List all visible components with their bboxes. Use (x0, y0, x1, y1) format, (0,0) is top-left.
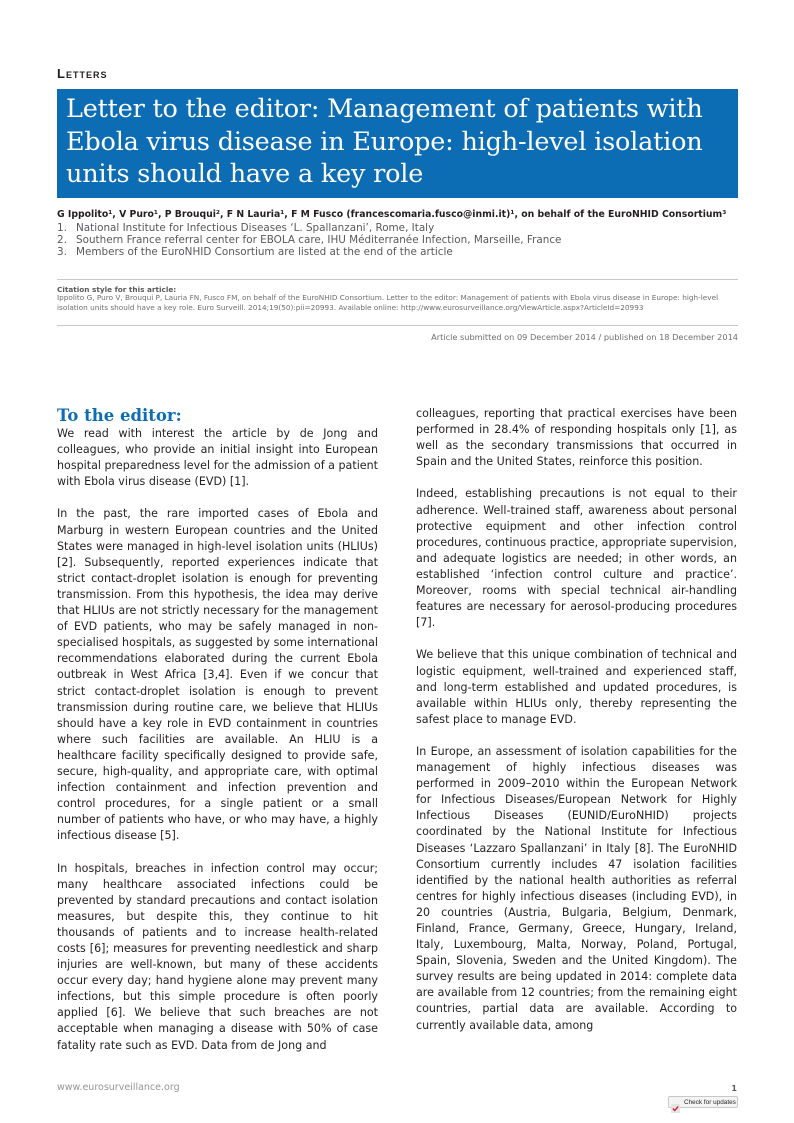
affiliation-text: National Institute for Infectious Diseases ‘L. Spallanzani’, Rome, Italy (76, 222, 435, 234)
page-number: 1 (731, 1084, 737, 1093)
divider (57, 325, 738, 326)
submission-dates: Article submitted on 09 December 2014 / published on 18 December 2014 (431, 332, 738, 342)
paragraph: In the past, the rare imported cases of Ebola and Marburg in western European countries and the United States were managed in high-level isolation units (HLIUs) [2]. Subsequently, reported experiences indicate that strict contact-droplet isolation is enough for preventing transmission. From this hypothesis, the idea may derive that HLIUs are not strictly necessary for the management of EVD patients, who may be safely managed in non-specialised hospitals, as suggested by some international recommendations elaborated during the current Ebola outbreak in West Africa [3,4]. Even if we concur that strict contact-droplet isolation is enough to prevent transmission during routine care, we believe that HLIUs should have a key role in EVD containment in countries where such facilities are available. An HLIU is a healthcare facility specifically designed to provide safe, secure, high-quality, and appropriate care, with optimal infection containment and infection prevention and control procedures, for a single patient or a small number of patients who have, or who may have, a highly infectious disease [5]. (57, 507, 378, 843)
paragraph: In Europe, an assessment of isolation capabilities for the management of highly infectious diseases was performed in 2009–2010 within the European Network for Infectious Diseases/European Network for Highly Infectious Diseases (EUNID/EuroNHID) projects coordinated by the National Institute for Infectious Diseases ‘Lazzaro Spallanzani’ in Italy [8]. The EuroNHID Consortium currently includes 47 isolation facilities identified by the national health authorities as referral centres for highly infectious diseases (including EVD), in 20 countries (Austria, Bulgaria, Belgium, Denmark, Finland, France, Germany, Greece, Hungary, Ireland, Italy, Luxembourg, Malta, Norway, Poland, Portugal, Spain, Slovenia, Sweden and the United Kingdom). The survey results are being updated in 2014: complete data are available from 12 countries; from the remaining eight countries, partial data are available. According to currently available data, among (416, 744, 737, 1032)
paragraph: Indeed, establishing precautions is not equal to their adherence. Well-trained staff, awareness about personal protective equipment and other infection control procedures, continuous practice, appropriate supervision, and adequate logistics are needed; in other words, an established ‘infection control culture and practice’. Moreover, rooms with special technical air-handling features are necessary for aerosol-producing procedures [7]. (416, 487, 737, 630)
check-for-updates-button[interactable] (668, 1096, 738, 1108)
citation-heading: Citation style for this article: (57, 285, 177, 294)
affiliation-text: Members of the EuroNHID Consortium are listed at the end of the article (76, 246, 453, 258)
affiliation-text: Southern France referral center for EBOLA care, IHU Méditerranée Infection, Marseille, France (76, 234, 562, 246)
body-heading: To the editor: (57, 406, 182, 425)
checkmark-icon (671, 1098, 680, 1107)
affiliation-1 (57, 222, 757, 234)
affiliation-number: 2. (57, 234, 67, 246)
paragraph: In hospitals, breaches in infection control may occur; many healthcare associated infections could be prevented by standard precautions and contact isolation measures, but despite this, they continue to hit thousands of patients and to increase health-related costs [6]; measures for preventing needlestick and sharp injuries are well-known, but many of these accidents occur every day; hand hygiene alone may prevent many infections, but this simple procedure is often poorly applied [6]. We believe that such breaches are not acceptable when managing a disease with 50% of case fatality rate such as EVD. Data from de Jong and (57, 861, 378, 1052)
title-banner (57, 89, 738, 198)
section-label: Letters (57, 66, 108, 81)
right-column (416, 406, 737, 1050)
paragraph: colleagues, reporting that practical exercises have been performed in 28.4% of responding hospitals only [1], as well as the secondary transmissions that occurred in Spain and the United States, reinforce this position. (416, 407, 737, 469)
article-title: Letter to the editor: Management of patients with Ebola virus disease in Europe: high-level isolation units should have a key role (66, 94, 703, 189)
affiliation-3 (57, 246, 757, 258)
affiliation-number: 1. (57, 222, 67, 234)
paragraph: We believe that this unique combination of technical and logistic equipment, well-trained and experienced staff, and long-term established and updated procedures, is available within HLIUs only, thereby representing the safest place to manage EVD. (416, 648, 737, 726)
author-list: G Ippolito¹, V Puro¹, P Brouqui², F N Lauria¹, F M Fusco (francescomaria.fusco@inmi.it)¹, on behalf of the EuroNHID Consortium³ (57, 209, 727, 220)
divider (57, 279, 738, 280)
footer-url[interactable]: www.eurosurveillance.org (57, 1082, 180, 1093)
affiliation-2 (57, 234, 757, 246)
left-column (57, 406, 378, 1070)
check-for-updates-label: Check for updates (684, 1098, 736, 1106)
paragraph: We read with interest the article by de Jong and colleagues, who provide an initial insight into European hospital preparedness level for the admission of a patient with Ebola virus disease (EVD) [1]. (57, 427, 378, 489)
affiliation-number: 3. (57, 246, 67, 258)
citation-text: Ippolito G, Puro V, Brouqui P, Lauria FN, Fusco FM, on behalf of the EuroNHID Consortium. Letter to the editor: Management of patients with Ebola virus disease in Europe: high-level isolation units should have a key role. Euro Surveill. 2014;19(50):pii=20993. Available online: http://www.eurosurveillance.org/ViewArticle.aspx?ArticleId=20993 (57, 293, 719, 312)
